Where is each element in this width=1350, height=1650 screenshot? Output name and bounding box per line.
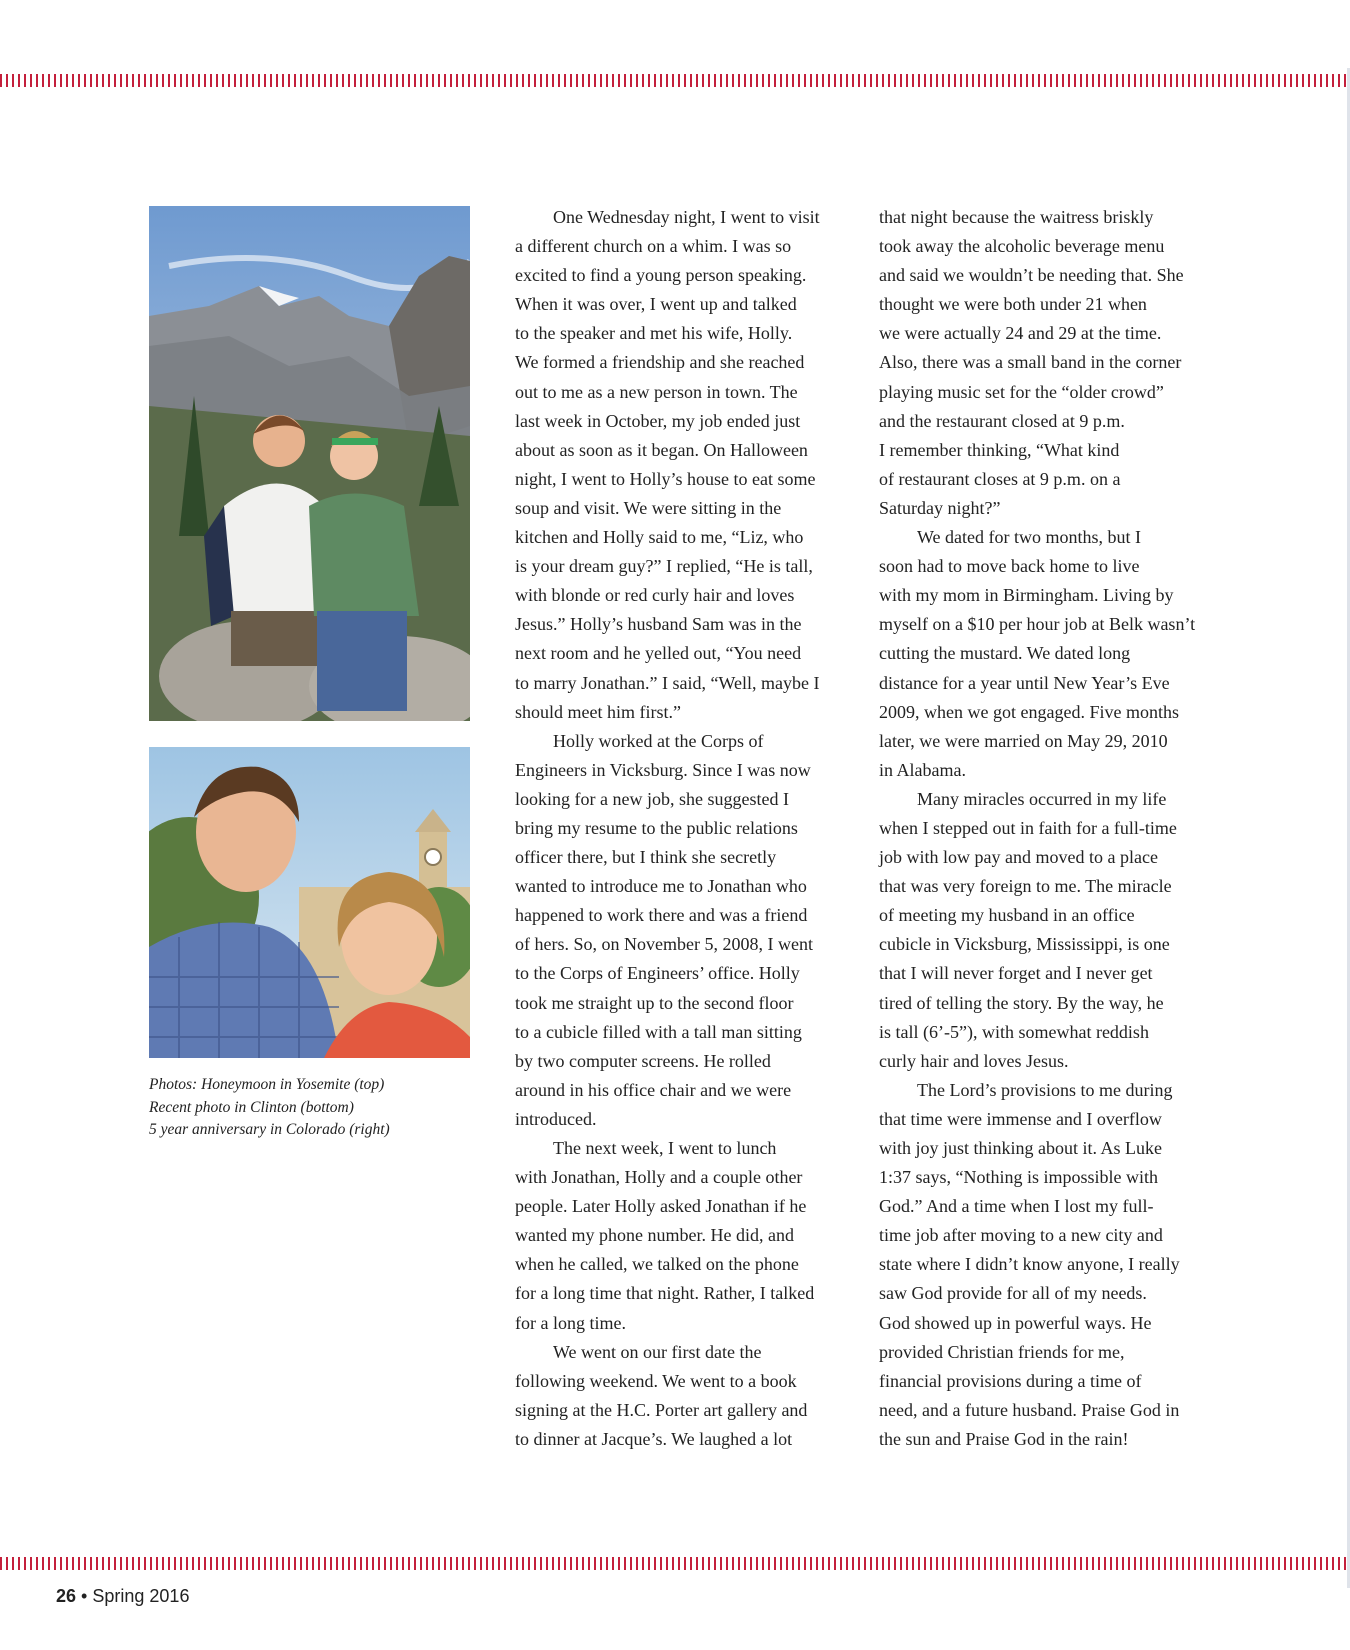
- text-line: for a long time that night. Rather, I talked: [515, 1283, 815, 1304]
- text-line: with Jonathan, Holly and a couple other: [515, 1167, 803, 1188]
- text-line: time job after moving to a new city and: [879, 1225, 1163, 1246]
- text-line: we were actually 24 and 29 at the time.: [879, 323, 1162, 344]
- text-line: of restaurant closes at 9 p.m. on a: [879, 468, 1121, 489]
- text-line: Saturday night?”: [879, 497, 1001, 518]
- text-line: wanted my phone number. He did, and: [515, 1225, 794, 1246]
- text-line: of meeting my husband in an office: [879, 905, 1135, 926]
- footer-separator: •: [81, 1586, 88, 1606]
- text-line: job with low pay and moved to a place: [879, 847, 1158, 868]
- text-line: signing at the H.C. Porter art gallery and: [515, 1399, 808, 1420]
- text-line: is tall (6’-5”), with somewhat reddish: [879, 1021, 1149, 1042]
- article-column-2: [879, 203, 1204, 1454]
- top-decorative-stripe: [0, 74, 1350, 87]
- text-line: to dinner at Jacque’s. We laughed a lot: [515, 1428, 793, 1449]
- text-line: to a cubicle filled with a tall man sitting: [515, 1021, 802, 1042]
- text-line: soon had to move back home to live: [879, 556, 1140, 577]
- text-line: of hers. So, on November 5, 2008, I went: [515, 934, 813, 955]
- text-line: Many miracles occurred in my life: [917, 788, 1167, 809]
- photo-caption: [149, 1074, 479, 1142]
- text-line: next room and he yelled out, “You need: [515, 643, 802, 664]
- text-line: When it was over, I went up and talked: [515, 294, 797, 315]
- yosemite-honeymoon-photo: [149, 206, 470, 721]
- text-line: God showed up in powerful ways. He: [879, 1312, 1152, 1333]
- text-line: kitchen and Holly said to me, “Liz, who: [515, 527, 804, 548]
- text-line: should meet him first.”: [515, 701, 681, 722]
- text-line: provided Christian friends for me,: [879, 1341, 1125, 1362]
- text-line: The Lord’s provisions to me during: [917, 1079, 1173, 1100]
- text-line: need, and a future husband. Praise God in: [879, 1399, 1180, 1420]
- text-line: state where I didn’t know anyone, I really: [879, 1254, 1180, 1275]
- text-line: myself on a $10 per hour job at Belk wasn’t: [879, 614, 1196, 635]
- text-line: happened to work there and was a friend: [515, 905, 808, 926]
- text-line: curly hair and loves Jesus.: [879, 1050, 1069, 1071]
- text-line: by two computer screens. He rolled: [515, 1050, 771, 1071]
- text-line: in Alabama.: [879, 759, 966, 780]
- text-line: with my mom in Birmingham. Living by: [879, 585, 1174, 606]
- text-line: saw God provide for all of my needs.: [879, 1283, 1147, 1304]
- text-line: We went on our first date the: [553, 1341, 762, 1362]
- text-line: thought we were both under 21 when: [879, 294, 1147, 315]
- text-line: the sun and Praise God in the rain!: [879, 1428, 1129, 1449]
- text-line: took away the alcoholic beverage menu: [879, 236, 1165, 257]
- text-line: last week in October, my job ended just: [515, 410, 801, 431]
- text-line: that was very foreign to me. The miracle: [879, 876, 1172, 897]
- caption-line: Photos: Honeymoon in Yosemite (top): [149, 1076, 385, 1093]
- text-line: bring my resume to the public relations: [515, 817, 798, 838]
- text-line: people. Later Holly asked Jonathan if he: [515, 1196, 807, 1217]
- text-line: We dated for two months, but I: [917, 527, 1142, 548]
- text-line: soup and visit. We were sitting in the: [515, 497, 782, 518]
- text-line: Also, there was a small band in the corner: [879, 352, 1182, 373]
- text-line: that night because the waitress briskly: [879, 207, 1154, 227]
- text-line: that time were immense and I overflow: [879, 1108, 1162, 1129]
- text-line: and said we wouldn’t be needing that. She: [879, 265, 1184, 286]
- text-line: with joy just thinking about it. As Luke: [879, 1138, 1162, 1158]
- text-line: night, I went to Holly’s house to eat some: [515, 468, 816, 489]
- caption-line: Recent photo in Clinton (bottom): [149, 1098, 354, 1116]
- text-line: One Wednesday night, I went to visit: [553, 207, 820, 227]
- text-line: that I will never forget and I never get: [879, 963, 1153, 984]
- text-line: Holly worked at the Corps of: [553, 730, 764, 751]
- text-line: to the speaker and met his wife, Holly.: [515, 323, 793, 344]
- text-line: following weekend. We went to a book: [515, 1370, 797, 1391]
- page-number: 26: [56, 1586, 77, 1606]
- text-line: for a long time.: [515, 1312, 626, 1333]
- text-line: Engineers in Vicksburg. Since I was now: [515, 759, 811, 780]
- text-line: wanted to introduce me to Jonathan who: [515, 876, 807, 897]
- text-line: about as soon as it began. On Halloween: [515, 439, 808, 460]
- page-footer: [56, 1586, 189, 1607]
- text-line: The next week, I went to lunch: [553, 1138, 777, 1158]
- text-line: distance for a year until New Year’s Eve: [879, 672, 1170, 693]
- text-line: introduced.: [515, 1108, 597, 1129]
- bottom-decorative-stripe: [0, 1557, 1350, 1570]
- text-line: God.” And a time when I lost my full-: [879, 1196, 1154, 1217]
- text-line: We formed a friendship and she reached: [515, 352, 805, 373]
- text-line: excited to find a young person speaking.: [515, 265, 807, 286]
- text-line: later, we were married on May 29, 2010: [879, 730, 1168, 751]
- text-line: with blonde or red curly hair and loves: [515, 585, 795, 606]
- clinton-recent-photo: [149, 747, 470, 1058]
- text-line: 2009, when we got engaged. Five months: [879, 701, 1179, 722]
- text-line: tired of telling the story. By the way, he: [879, 992, 1164, 1013]
- text-line: looking for a new job, she suggested I: [515, 788, 789, 809]
- text-line: out to me as a new person in town. The: [515, 381, 798, 402]
- issue-label: Spring 2016: [92, 1586, 190, 1606]
- text-line: financial provisions during a time of: [879, 1370, 1142, 1391]
- text-line: is your dream guy?” I replied, “He is tall,: [515, 556, 813, 577]
- text-line: Jesus.” Holly’s husband Sam was in the: [515, 614, 802, 635]
- text-line: a different church on a whim. I was so: [515, 236, 792, 257]
- text-line: 1:37 says, “Nothing is impossible with: [879, 1167, 1158, 1188]
- text-line: when he called, we talked on the phone: [515, 1254, 799, 1275]
- caption-line: 5 year anniversary in Colorado (right): [149, 1121, 390, 1138]
- text-line: playing music set for the “older crowd”: [879, 381, 1164, 402]
- text-line: and the restaurant closed at 9 p.m.: [879, 410, 1125, 431]
- text-line: officer there, but I think she secretly: [515, 847, 777, 868]
- text-line: cutting the mustard. We dated long: [879, 643, 1131, 664]
- text-line: I remember thinking, “What kind: [879, 439, 1120, 460]
- text-line: cubicle in Vicksburg, Mississippi, is one: [879, 934, 1170, 955]
- text-line: around in his office chair and we were: [515, 1079, 792, 1100]
- article-column-1: [515, 203, 840, 1454]
- text-line: took me straight up to the second floor: [515, 992, 794, 1013]
- text-line: when I stepped out in faith for a full-time: [879, 817, 1177, 838]
- text-line: to marry Jonathan.” I said, “Well, maybe I: [515, 672, 820, 693]
- text-line: to the Corps of Engineers’ office. Holly: [515, 963, 800, 984]
